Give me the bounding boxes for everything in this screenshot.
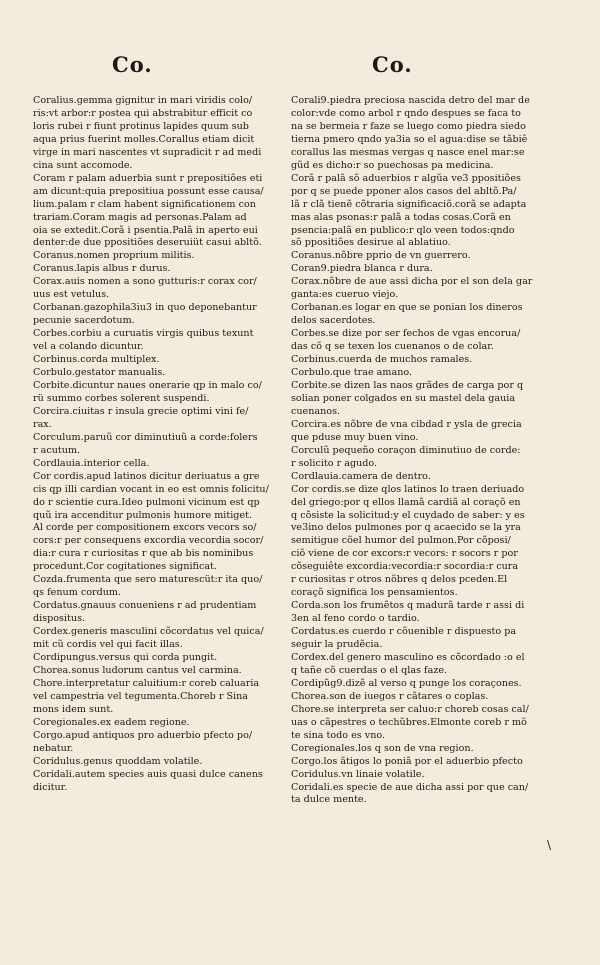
entry-line: das cõ q se texen los cuenanos o de colar. [291,341,494,353]
dictionary-entry [291,756,553,769]
right-column-header: Co. [372,52,413,77]
entry-line: Corbulo.que trae amano. [291,367,413,379]
entry-line: cõseguiête excordia:vecordia:r socordia:r cura [291,561,519,573]
entry-line: ta dulce mente. [291,794,367,806]
dictionary-entry [291,678,553,691]
entry-line: Corbes.se dize por ser fechos de vgas encorua/ [291,328,521,340]
dictionary-entry [291,652,553,678]
dictionary-entry [33,665,279,678]
entry-line: nebatur. [33,742,74,754]
dictionary-entry [291,691,553,704]
entry-line: trariam.Coram magis ad personas.Palam ad [33,211,247,223]
entry-line: Cordipũg9.dizẽ al verso q punge los coraçones. [291,677,522,689]
entry-line: virge in mari nascentes vt supradicit r ad medi [33,146,262,158]
entry-line: del griego:por q ellos llamã cardiã al coraçõ en [291,496,521,508]
entry-line: Corgo.los ãtigos lo poniã por el aduerbio pfecto [291,755,523,767]
entry-line: qs fenum cordum. [33,587,122,599]
entry-line: Coridulus.genus quoddam volatile. [33,755,203,767]
entry-line: rax. [33,418,52,430]
entry-line: lã r clã tienẽ cõtraria significaciõ.corã se adapta [291,198,527,210]
entry-line: rü summo corbes solerent suspendi. [33,392,210,404]
entry-line: r solicito r agudo. [291,457,378,469]
entry-line: Coranus.nõbre pprio de vn guerrero. [291,250,471,262]
entry-line: dicitur. [33,781,68,793]
entry-line: Corbulo.gestator manualis. [33,367,166,379]
dictionary-entry [291,445,553,471]
entry-line: delos sacerdotes. [291,315,376,327]
entry-line: Al corde per compositionem excors vecors so/ [33,522,257,534]
entry-line: cors:r per consequens excordia vecordia socor/ [33,535,264,547]
entry-line: loris rubei r fiunt protinus lapides quum sub [33,120,249,132]
entry-line: vel a colando dicuntur. [33,341,144,353]
dictionary-entry [33,328,279,354]
entry-line: Coranus.lapis albus r durus. [33,263,171,275]
entry-line: q cõsiste la solicitud:y el cuydado de saber: y es [291,509,525,521]
entry-line: coraçõ significa los pensamientos. [291,587,458,599]
entry-line: mas alas psonas:r palã a todas cosas.Corã en [291,211,511,223]
entry-line: pecunie sacerdotum. [33,315,135,327]
dictionary-entry [33,406,279,432]
entry-line: cis qp illi cardian vocant in eo est omnis folicitu/ [33,483,269,495]
dictionary-entry [33,354,279,367]
dictionary-entry [33,95,279,173]
entry-line: dispositus. [33,613,86,625]
entry-line: Corax.auis nomen a sono gutturis:r corax cor/ [33,276,257,288]
entry-line: Corali9.piedra preciosa nascida detro del mar de [291,95,530,106]
margin-mark: \ [547,838,552,852]
entry-line: dia:r cura r curiositas r que ab bis nominibus [33,548,254,560]
dictionary-entry [33,471,279,575]
entry-line: solian poner colgados en su mastel dela gauia [291,392,516,404]
entry-line: Coralius.gemma gignitur in mari viridis colo/ [33,95,253,106]
entry-line: ciõ viene de cor excors:r vecors: r socors r por [291,548,518,560]
entry-line: psencia:palã en publico:r qlo veen todos:qndo [291,224,515,236]
entry-line: Cordex.generis masculini cõcordatus vel quica/ [33,626,264,638]
dictionary-entry [291,328,553,354]
dictionary-entry [33,769,279,795]
dictionary-entry [33,600,279,626]
entry-line: uas o cãpestres o techũbres.Elmonte coreb r mõ [291,716,527,728]
entry-line: Corda.son los frumẽtos q madurã tarde r assi di [291,600,525,612]
dictionary-entry [291,419,553,445]
dictionary-entry [33,717,279,730]
dictionary-entry [291,276,553,302]
entry-line: aqua prius fuerint molles.Corallus etiam dicit [33,133,255,145]
entry-line: Corbanan.gazophila3iu3 in quo deponebantur [33,302,257,314]
dictionary-entry [33,367,279,380]
entry-line: Coregionales.ex eadem regione. [33,716,190,728]
entry-line: Corgo.apud antiquos pro aduerbio pfecto po/ [33,729,253,741]
entry-line: Cordatus.gnauus conueniens r ad prudentiam [33,600,257,612]
dictionary-entry [291,626,553,652]
dictionary-entry [33,302,279,328]
dictionary-entry [291,743,553,756]
entry-line: semitigue cõel humor del pulmon.Por cõposi/ [291,535,511,547]
entry-line: Coridali.es specie de aue dicha assi por que can/ [291,781,529,793]
entry-line: do r scientie cura.Ideo pulmoni vicinum est qp [33,496,260,508]
entry-line: Cor cordis.apud latinos dicitur deriuatus a gre [33,470,260,482]
entry-line: procedunt.Cor cogitationes significat. [33,561,217,573]
dictionary-entry [33,380,279,406]
dictionary-entry [291,380,553,419]
entry-line: Corbinus.corda multiplex. [33,354,160,366]
entry-line: Coranus.nomen proprium militis. [33,250,195,262]
entry-line: vel campestria vel tegumenta.Choreb r Sina [33,690,248,702]
entry-line: q tañe cõ cuerdas o el qlas faze. [291,664,448,676]
entry-line: quũ ira accenditur pulmonis humore mitiget. [33,509,253,521]
entry-line: na se bermeia r faze se luego como piedra siedo [291,120,526,132]
entry-line: mit cũ cordis vel qui facit illas. [33,639,183,651]
entry-line: uus est vetulus. [33,289,110,301]
entry-line: Coregionales.los q son de vna region. [291,742,474,754]
entry-line: lium.palam r clam habent significationem con [33,198,256,210]
entry-line: tierna pmero qndo ya3ia so el agua:dise se tãbiê [291,133,528,145]
entry-line: te sina todo es vno. [291,729,386,741]
entry-line: Corbes.corbiu a curuatis virgis quibus texunt [33,328,254,340]
dictionary-entry [33,263,279,276]
dictionary-entry [291,782,553,808]
entry-line: Chorea.sonus ludorum cantus vel carmina. [33,664,242,676]
dictionary-entry [291,600,553,626]
dictionary-entry [291,95,553,173]
entry-line: Chore.se interpreta ser caluo:r choreb cosas cal/ [291,703,529,715]
entry-line: Corbinus.cuerda de muchos ramales. [291,354,473,366]
entry-line: ve3ino delos pulmones por q acaecido se la yra [291,522,521,534]
entry-line: Corbite.se dizen las naos grãdes de carga por q [291,379,524,391]
entry-line: Cor cordis.se dize qlos latinos lo traen deriuado [291,483,525,495]
entry-line: Coran9.piedra blanca r dura. [291,263,433,275]
entry-line: am dicunt:quia prepositiua possunt esse causa/ [33,185,264,197]
dictionary-entry [33,652,279,665]
entry-line: Corcira.es nõbre de vna cibdad r ysla de grecia [291,418,522,430]
entry-line: r acutum. [33,444,81,456]
entry-line: oia se extedit.Corã i psentia.Palã in aperto eui [33,224,258,236]
dictionary-entry [291,302,553,328]
dictionary-entry [291,367,553,380]
entry-line: cina sunt accomode. [33,159,133,171]
dictionary-entry [291,354,553,367]
dictionary-entry [291,173,553,251]
entry-line: gũd es dicho:r so puechosas pa medicina. [291,159,494,171]
entry-line: Coridali.autem species auis quasi dulce canens [33,768,263,780]
entry-line: Cordlauia.interior cella. [33,457,150,469]
entry-line: por q se puede pponer alos casos del abltõ.Pa/ [291,185,517,197]
entry-line: Cordex.del genero masculino es cõcordado :o el [291,651,525,663]
dictionary-entry [33,276,279,302]
latin-column [33,95,279,794]
entry-line: Chore.interpretatur caluitium:r coreb caluaria [33,677,260,689]
dictionary-entry [33,432,279,458]
dictionary-entry [291,250,553,263]
dictionary-entry [291,769,553,782]
spanish-column [291,95,553,807]
dictionary-entry [33,250,279,263]
entry-line: r curiositas r otros nõbres q delos pceden.El [291,574,508,586]
entry-line: Corcira.ciuitas r insula grecie optimi vini fe/ [33,405,249,417]
dictionary-entry [33,730,279,756]
entry-line: Coram r palam aduerbia sunt r prepositiões eti [33,172,263,184]
dictionary-entry [33,458,279,471]
entry-line: Corculũ pequeño coraçon diminutiuo de corde: [291,444,521,456]
entry-line: ganta:es cueruo viejo. [291,289,399,301]
entry-line: Cordipungus.versus qui corda pungit. [33,651,218,663]
entry-line: seguir la prudẽcia. [291,639,383,651]
dictionary-entry [291,263,553,276]
entry-line: 3en al feno cordo o tardio. [291,613,420,625]
dictionary-entry [33,574,279,600]
entry-line: Cordlauia.camera de dentro. [291,470,431,482]
entry-line: corallus las mesmas vergas q nasce enel mar:se [291,146,525,158]
entry-line: Cozda.frumenta que sero maturescüt:r ita quo/ [33,574,263,586]
dictionary-entry [33,678,279,717]
entry-line: Corã r palã sõ aduerbios r algũa ve3 ppositiões [291,172,521,184]
dictionary-entry [33,626,279,652]
entry-line: Cordatus.es cuerdo r cõuenible r dispuesto pa [291,626,517,638]
entry-line: color:vde como arbol r qndo despues se faca to [291,107,521,119]
dictionary-entry [33,756,279,769]
entry-line: Corculum.paruũ cor diminutiuũ a corde:folers [33,431,258,443]
entry-line: sõ ppositiões desirue al ablatiuo. [291,237,451,249]
entry-line: cuenanos. [291,405,341,417]
entry-line: mons idem sunt. [33,703,114,715]
dictionary-entry [291,484,553,601]
entry-line: denter:de due ppositiões deseruiüt casui abltõ. [33,237,262,249]
dictionary-entry [33,173,279,251]
entry-line: Corbanan.es logar en que se ponian los dineros [291,302,523,314]
entry-line: que pduse muy buen vino. [291,431,419,443]
dictionary-entry [291,471,553,484]
dictionary-entry [291,704,553,743]
entry-line: ris:vt arbor:r postea qui abstrabitur efficit co [33,107,253,119]
entry-line: Coridulus.vn linaie volatile. [291,768,425,780]
entry-line: Corax.nõbre de aue assi dicha por el son dela gar [291,276,533,288]
entry-line: Chorea.son de iuegos r cãtares o coplas. [291,690,489,702]
entry-line: Corbite.dicuntur naues onerarie qp in malo co/ [33,379,262,391]
left-column-header: Co. [112,52,153,77]
